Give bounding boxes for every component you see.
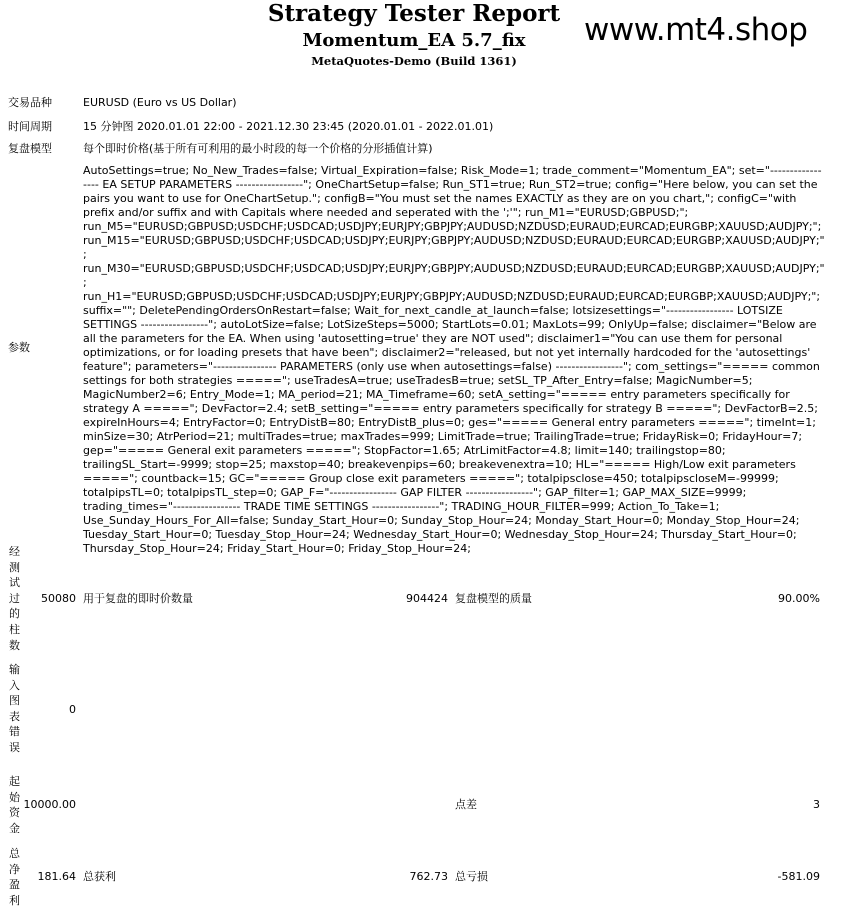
period-value: 15 分钟图 2020.01.01 22:00 - 2021.12.30 23:45 (2020.01.01 - 2022.01.01): [83, 120, 494, 133]
errors-label: 输入图表错误: [9, 663, 20, 754]
ticks-value: 904424: [406, 592, 448, 605]
gross-profit-label: 总获利: [83, 870, 116, 883]
ticks-label: 用于复盘的即时价数量: [83, 592, 193, 605]
model-value: 每个即时价格(基于所有可利用的最小时段的每一个价格的分形插值计算): [83, 142, 433, 155]
model-label: 复盘模型: [8, 142, 52, 155]
deposit-value: 10000.00: [23, 798, 76, 811]
report-header: [0, 0, 843, 75]
errors-value: 0: [69, 703, 76, 716]
period-label: 时间周期: [8, 120, 52, 133]
quality-label: 复盘模型的质量: [455, 592, 532, 605]
spread-value: 3: [813, 798, 820, 811]
symbol-label: 交易品种: [8, 96, 52, 109]
params-label: 参数: [8, 341, 30, 354]
net-profit-label: 总净盈利: [9, 847, 20, 907]
spread-label: 点差: [455, 798, 477, 811]
watermark-text: www.mt4.shop: [584, 12, 808, 48]
quality-value: 90.00%: [778, 592, 820, 605]
deposit-label: 起始资金: [9, 775, 20, 835]
gross-loss-label: 总亏损: [455, 870, 488, 883]
server-build: MetaQuotes-Demo (Build 1361): [311, 54, 517, 68]
symbol-value: EURUSD (Euro vs US Dollar): [83, 96, 237, 109]
ea-name: Momentum_EA 5.7_fix: [302, 30, 526, 51]
net-profit-value: 181.64: [37, 870, 76, 883]
bars-value: 50080: [41, 592, 76, 605]
gross-loss-value: -581.09: [777, 870, 820, 883]
report-title: Strategy Tester Report: [267, 0, 561, 27]
params-value: AutoSettings=true; No_New_Trades=false; Virtual_Expiration=false; Risk_Mode=1; trade_comment="Momentum_EA"; set="----------------- EA SETUP PARAMETERS -----------------"; OneChartSetup=false; Run_ST1=true; Run_ST2=true; config="Here below, you can set the pairs you want to use for OneChartSetup."; configB="You must set the names EXACTLY as they are on you chart,"; configC="with prefix and/or suffix and with Capitals where needed and seperated with the ';'"; run_M1="EURUSD;GBPUSD;"; run_M5="EURUSD;GBPUSD;USDCHF;USDCAD;USDJPY;EURJPY;GBPJPY;AUDUSD;NZDUSD;EURAUD;EURCAD;EURGBP;XAUUSD;AUDJPY;"; run_M15="EURUSD;GBPUSD;USDCHF;USDCAD;USDJPY;EURJPY;GBPJPY;AUDUSD;NZDUSD;EURAUD;EURCAD;EURGBP;XAUUSD;AUDJPY;"; run_M30="EURUSD;GBPUSD;USDCHF;USDCAD;USDJPY;EURJPY;GBPJPY;AUDUSD;NZDUSD;EURAUD;EURCAD;EURGBP;XAUUSD;AUDJPY;"; run_H1="EURUSD;GBPUSD;USDCHF;USDCAD;USDJPY;EURJPY;GBPJPY;AUDUSD;NZDUSD;EURAUD;EURCAD;EURGBP;XAUUSD;AUDJPY;"; suffix=""; DeletePendingOrdersOnRestart=false; Wait_for_next_candle_at_launch=false; lotsizesettings="----------------- LOTSIZE SETTINGS -----------------"; autoLotSize=false; LotSizeSteps=5000; StartLots=0.01; MaxLots=99; OnlyUp=false; disclaimer="Below are all the parameters for the EA. When using 'autosetting=true' they are NOT used"; disclaimer1="You can use them for personal optimizations, or for loading presets that have been"; disclaimer2="released, but not yet internally hardcoded for the 'autosettings' feature"; parameters="---------------- PARAMETERS (only use when autosettings=false) -----------------"; com_settings="===== common settings for both strategies ====="; useTradesA=true; useTradesB=true; setSL_TP_After_Entry=false; MagicNumber=5; MagicNumber2=6; Entry_Mode=1; MA_period=21; MA_Timeframe=60; setA_setting="===== entry parameters specifically for strategy A ====="; DevFactor=2.4; setB_setting="===== entry parameters specifically for strategy B ====="; DevFactorB=2.5; expireInHours=4; EntryFactor=0; EntryDistB=80; EntryDistB_plus=0; ges="===== General entry parameters ====="; timeInt=1; minSize=30; AtrPeriod=21; multiTrades=true; maxTrades=999; LimitTrade=true; TrailingTrade=true; FridayRisk=0; FridayHour=7; gep="===== General exit parameters ====="; StopFactor=1.65; AtrLimitFactor=4.8; limit=140; trailingstop=80; trailingSL_Start=-9999; stop=25; maxstop=40; breakevenpips=60; breakevenextra=10; HL="===== High/Low exit parameters ====="; countback=15; GC="===== Group close exit parameters ====="; totalpipsclose=450; totalpipscloseM=-99999; totalpipsTL=0; totalpipsTL_step=0; GAP_F="----------------- GAP FILTER -----------------"; GAP_filter=1; GAP_MAX_SIZE=9999; trading_times="----------------- TRADE TIME SETTINGS -----------------"; TRADING_HOUR_FILTER=999; Action_To_Take=1; Use_Sunday_Hours_For_All=false; Sunday_Start_Hour=0; Sunday_Stop_Hour=24; Monday_Start_Hour=0; Monday_Stop_Hour=24; Tuesday_Start_Hour=0; Tuesday_Stop_Hour=24; Wednesday_Start_Hour=0; Wednesday_Stop_Hour=24; Thursday_Start_Hour=0; Thursday_Stop_Hour=24; Friday_Start_Hour=0; Friday_Stop_Hour=24;: [83, 164, 825, 555]
bars-label: 经测试过的柱数: [9, 545, 20, 652]
gross-profit-value: 762.73: [409, 870, 448, 883]
